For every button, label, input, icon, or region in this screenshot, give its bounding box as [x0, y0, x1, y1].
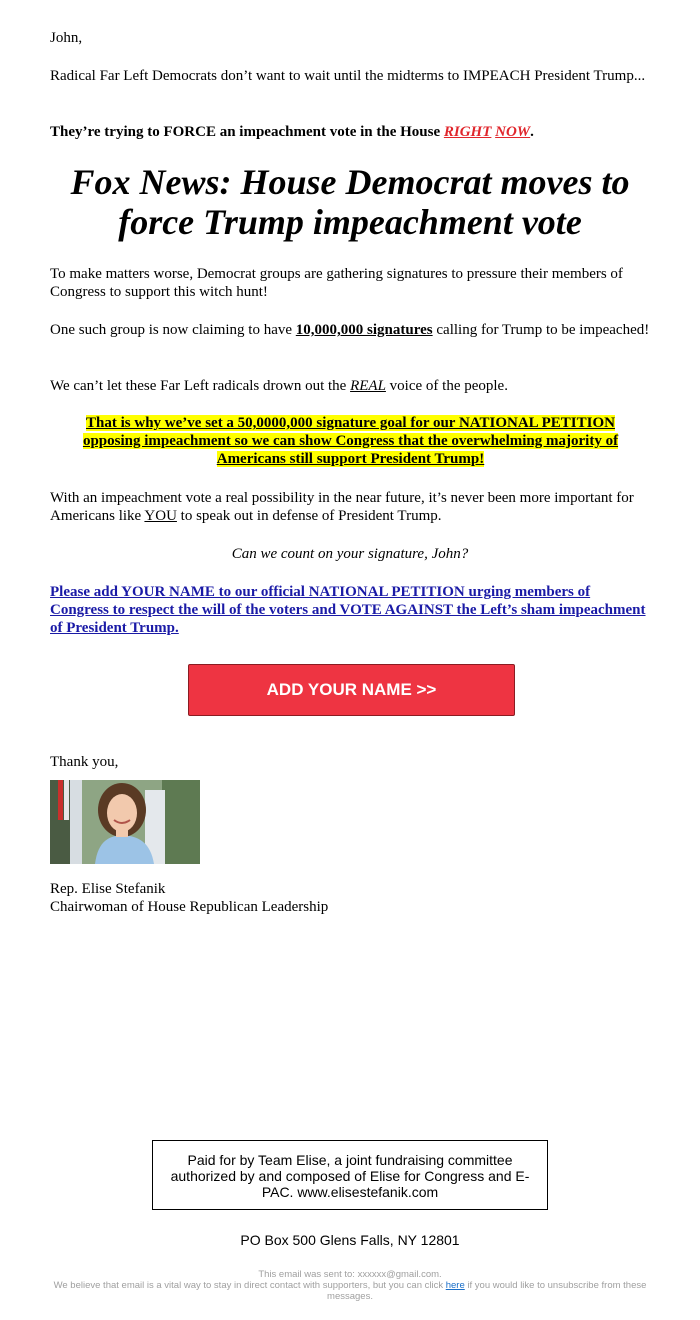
- unsub-pre: We believe that email is a vital way to stay in direct contact with supporters, but you can click: [53, 1280, 444, 1291]
- signer-title: Chairwoman of House Republican Leadership: [50, 899, 329, 915]
- right-link[interactable]: RIGHT: [443, 124, 492, 140]
- claim-pre: One such group is now claiming to have: [50, 322, 293, 338]
- claim-post: calling for Trump to be impeached!: [436, 322, 650, 338]
- mailing-address: PO Box 500 Glens Falls, NY 12801: [240, 1232, 460, 1248]
- unsubscribe-text: [40, 1280, 660, 1302]
- petition-paragraph: [50, 583, 650, 637]
- drown-paragraph: [50, 377, 650, 395]
- signer-photo: [50, 780, 200, 864]
- force-text: They’re trying to FORCE an impeachment vote in the House: [50, 124, 441, 140]
- headline: Fox News: House Democrat moves to force Trump impeachment vote: [70, 162, 630, 242]
- unsub-post: if you would like to unsubscribe from these messages.: [327, 1280, 647, 1302]
- vote-paragraph: [50, 489, 650, 525]
- highlight-paragraph: [58, 414, 643, 468]
- paid-for-text: Paid for by Team Elise, a joint fundraising committee authorized by and composed of Elise for Congress and E-PAC. www.elisestefanik.com: [170, 1152, 530, 1200]
- signature-count: 10,000,000 signatures: [295, 322, 433, 338]
- you-emphasis: YOU: [144, 508, 177, 524]
- highlight-text: That is why we’ve set a 50,0000,000 signature goal for our NATIONAL PETITION opposing impeachment so we can show Congress that the overwhelming majority of Americans still support President Trump!: [82, 415, 619, 467]
- drown-post: voice of the people.: [389, 378, 508, 394]
- worse-paragraph: To make matters worse, Democrat groups are gathering signatures to pressure their members of Congress to support this witch hunt!: [50, 266, 623, 300]
- count-on-text: Can we count on your signature, John?: [231, 546, 469, 562]
- paid-for-box: [152, 1140, 548, 1210]
- unsubscribe-link[interactable]: here: [445, 1280, 465, 1291]
- footer-fineprint: [40, 1269, 660, 1302]
- vote-post: to speak out in defense of President Trump.: [180, 508, 442, 524]
- force-end: .: [530, 124, 534, 140]
- real-emphasis: REAL: [350, 378, 386, 394]
- drown-pre: We can’t let these Far Left radicals drown out the: [50, 378, 347, 394]
- claim-paragraph: [50, 321, 650, 339]
- sent-to-text: This email was sent to: xxxxxx@gmail.com.: [258, 1269, 442, 1280]
- signer-name: Rep. Elise Stefanik: [50, 881, 166, 897]
- thanks-text: Thank you,: [50, 754, 119, 770]
- intro-paragraph: Radical Far Left Democrats don’t want to wait until the midterms to IMPEACH President Trump...: [50, 68, 646, 84]
- vote-pre: With an impeachment vote a real possibility in the near future, it’s never been more important for Americans like: [50, 490, 634, 524]
- force-paragraph: [50, 123, 650, 141]
- add-your-name-button[interactable]: ADD YOUR NAME >>: [188, 664, 515, 716]
- greeting: John,: [50, 30, 83, 46]
- now-link[interactable]: NOW: [495, 124, 531, 140]
- petition-link[interactable]: Please add YOUR NAME to our official NATIONAL PETITION urging members of Congress to respect the will of the voters and VOTE AGAINST the Left’s sham impeachment of President Trump.: [50, 584, 646, 636]
